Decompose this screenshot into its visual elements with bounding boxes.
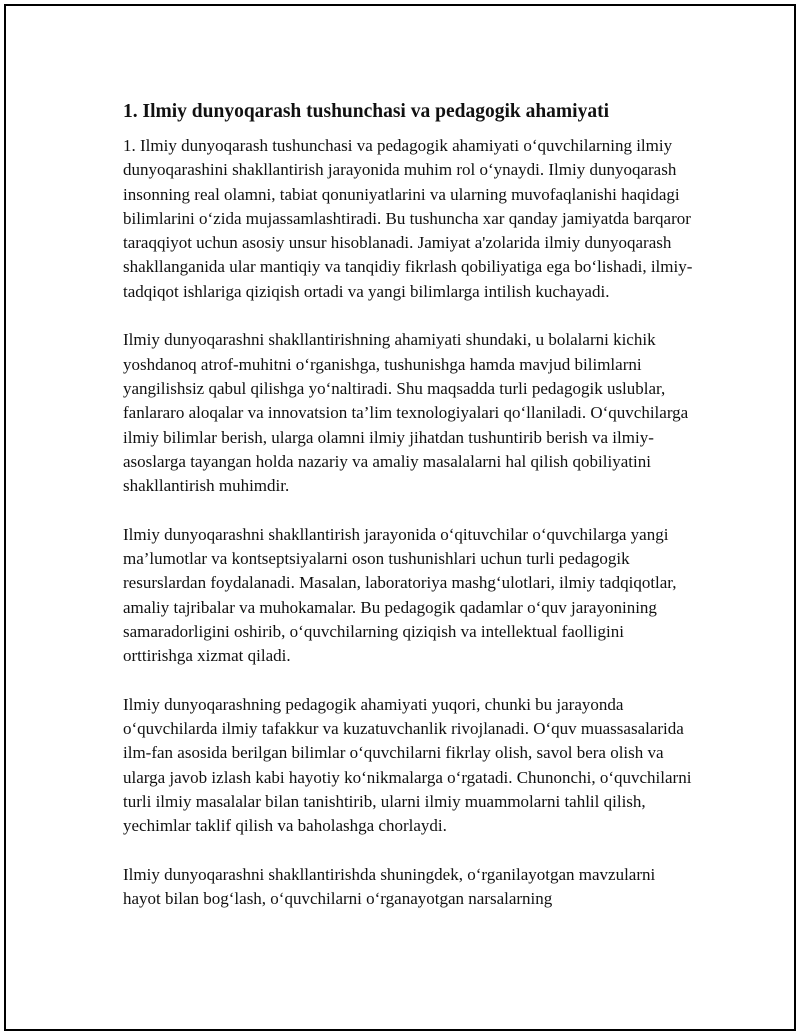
document-body bbox=[123, 99, 695, 936]
paragraph: Ilmiy dunyoqarashni shakllantirish jarayonida o‘qituvchilar o‘quvchilarga yangi ma’lumotlar va kontseptsiyalarni oson tushunishlari uchun turli pedagogik resurslardan foydalanadi. Masalan, laboratoriya mashg‘ulotlari, ilmiy tadqiqotlar, amaliy tajribalar va muhokamalar. Bu pedagogik qadamlar o‘quv jarayonining samaradorligini oshirib, o‘quvchilarning qiziqish va intellektual faolligini orttirishga xizmat qiladi. bbox=[123, 524, 677, 666]
document-title: 1. Ilmiy dunyoqarash tushunchasi va pedagogik ahamiyati bbox=[123, 101, 610, 122]
paragraph: 1. Ilmiy dunyoqarash tushunchasi va pedagogik ahamiyati o‘quvchilarning ilmiy dunyoqarashini shakllantirish jarayonida muhim rol o‘ynaydi. Ilmiy dunyoqarash insonning real olamni, tabiat qonuniyatlarini va ularning muvofaqlanishi haqidagi bilimlarini o‘zida mujassamlashtiradi. Bu tushuncha xar qanday jamiyatda barqaror taraqqiyot uchun asosiy unsur hisoblanadi. Jamiyat a'zolarida ilmiy dunyoqarash shakllanganida ular mantiqiy va tanqidiy fikrlash qobiliyatiga ega bo‘lishadi, ilmiy-tadqiqot ishlariga qiziqish ortadi va yangi bilimlarga intilish kuchayadi. bbox=[123, 136, 693, 301]
paragraph: Ilmiy dunyoqarashning pedagogik ahamiyati yuqori, chunki bu jarayonda o‘quvchilarda ilmiy tafakkur va kuzatuvchanlik rivojlanadi. O‘quv muassasalarida ilm-fan asosida berilgan bilimlar o‘quvchilarni fikrlay olish, savol bera olish va ularga javob izlash kabi hayotiy ko‘nikmalarga o‘rgatadi. Chunonchi, o‘quvchilarni turli ilmiy masalalar bilan tanishtirib, ularni ilmiy muammolarni tahlil qilish, yechimlar taklif qilish va baholashga chorlaydi. bbox=[123, 694, 692, 836]
page-frame bbox=[4, 4, 796, 1031]
paragraph: Ilmiy dunyoqarashni shakllantirishda shuningdek, o‘rganilayotgan mavzularni hayot bilan bog‘lash, o‘quvchilarni o‘rganayotgan narsalarning bbox=[123, 864, 656, 909]
paragraph: Ilmiy dunyoqarashni shakllantirishning ahamiyati shundaki, u bolalarni kichik yoshdanoq atrof-muhitni o‘rganishga, tushunishga hamda mavjud bilimlarni yangilishsiz qabul qilishga yo‘naltiradi. Shu maqsadda turli pedagogik uslublar, fanlararo aloqalar va innovatsion ta’lim texnologiyalari qo‘llaniladi. O‘quvchilarga ilmiy bilimlar berish, ularga olamni ilmiy jihatdan tushuntirib berish va ilmiy-asoslarga tayangan holda nazariy va amaliy masalalarni hal qilish qobiliyatini shakllantirish muhimdir. bbox=[123, 330, 689, 496]
